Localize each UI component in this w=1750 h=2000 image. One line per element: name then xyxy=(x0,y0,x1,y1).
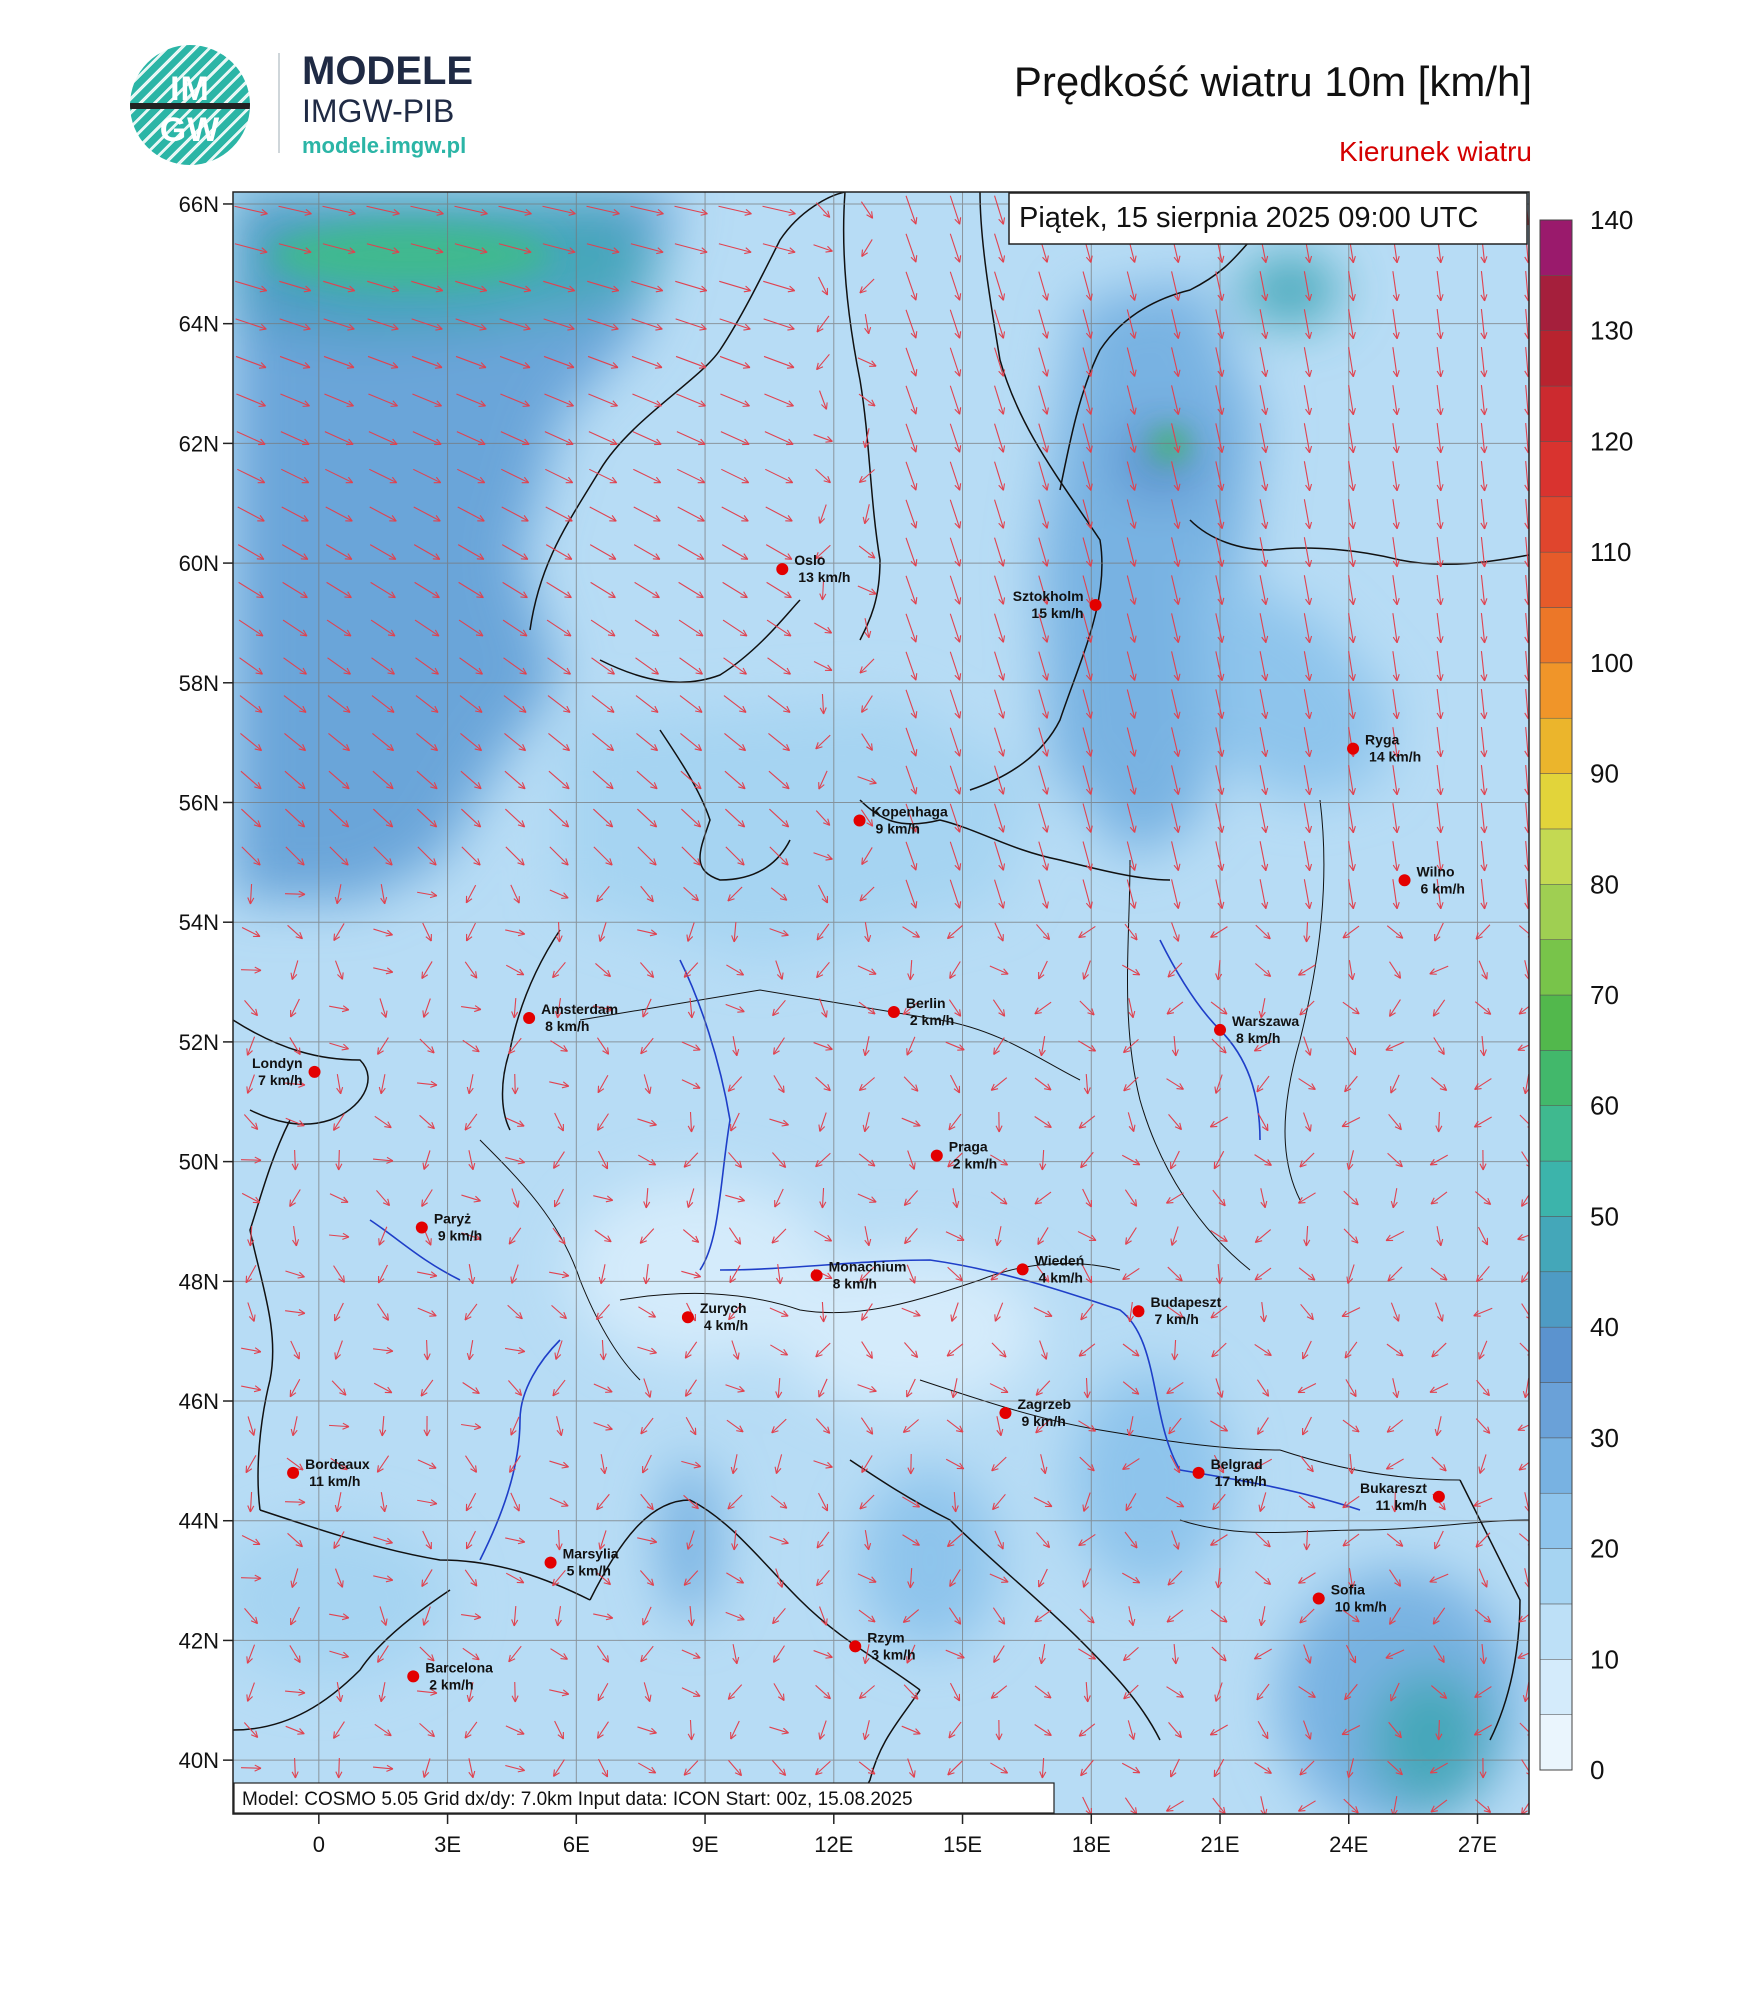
city-name: Monachium xyxy=(828,1258,907,1275)
lat-tick-label: 62N xyxy=(178,431,219,457)
longitude-axis xyxy=(313,1814,1497,1857)
colorbar-segment xyxy=(1540,441,1572,496)
city-speed: 6 km/h xyxy=(1420,880,1465,897)
city-speed: 4 km/h xyxy=(1038,1269,1083,1286)
city-dot xyxy=(407,1670,419,1682)
lon-tick-label: 12E xyxy=(814,1832,854,1857)
colorbar-label: 0 xyxy=(1590,1755,1605,1785)
lat-tick-label: 64N xyxy=(178,311,219,337)
date-box-text: Piątek, 15 sierpnia 2025 09:00 UTC xyxy=(1019,202,1479,234)
city-name: Zagrzeb xyxy=(1017,1395,1072,1412)
colorbar-segment xyxy=(1540,1327,1572,1382)
colorbar-segment xyxy=(1540,1272,1572,1327)
lat-tick-label: 58N xyxy=(178,670,219,696)
city-name: Budapeszt xyxy=(1150,1294,1222,1311)
city-name: Warszawa xyxy=(1232,1012,1300,1029)
colorbar-segment xyxy=(1540,829,1572,884)
colorbar-label: 60 xyxy=(1590,1090,1619,1121)
city-speed: 9 km/h xyxy=(437,1227,483,1244)
city-dot xyxy=(888,1006,900,1018)
city-name: Bukareszt xyxy=(1359,1479,1427,1496)
lon-tick-label: 9E xyxy=(691,1832,719,1857)
city-name: Belgrad xyxy=(1210,1455,1263,1472)
city-name: Amsterdam xyxy=(541,1000,619,1017)
colorbar-label: 90 xyxy=(1590,758,1619,789)
lat-tick-label: 44N xyxy=(178,1508,219,1534)
city-dot xyxy=(1313,1593,1325,1605)
city-dot xyxy=(776,563,788,575)
city-name: Oslo xyxy=(794,552,826,569)
colorbar-segment xyxy=(1540,1050,1572,1105)
city-speed: 17 km/h xyxy=(1214,1472,1267,1489)
city-name: Sztokholm xyxy=(1012,587,1084,604)
colorbar-segment xyxy=(1540,386,1572,441)
colorbar-segment xyxy=(1540,1216,1572,1271)
colorbar-segment xyxy=(1540,608,1572,663)
colorbar-label: 80 xyxy=(1590,869,1619,900)
city-dot xyxy=(1132,1305,1144,1317)
colorbar-segment xyxy=(1540,552,1572,607)
colorbar-label: 70 xyxy=(1590,980,1619,1010)
city-name: Paryż xyxy=(433,1210,472,1227)
lat-tick-label: 52N xyxy=(178,1029,219,1055)
lon-tick-label: 24E xyxy=(1329,1832,1369,1857)
colorbar-label: 110 xyxy=(1590,537,1632,568)
city-dot xyxy=(1017,1263,1029,1275)
city-name: Bordeaux xyxy=(305,1455,370,1472)
logo-emblem-bottom: GW xyxy=(159,111,221,149)
city-dot xyxy=(1347,743,1359,755)
city-dot xyxy=(523,1012,535,1024)
colorbar-segment xyxy=(1540,1715,1572,1770)
colorbar-label: 10 xyxy=(1590,1644,1619,1675)
colorbar-segment xyxy=(1540,1659,1572,1714)
colorbar-segment xyxy=(1540,940,1572,995)
colorbar-label: 130 xyxy=(1590,315,1634,346)
city-speed: 2 km/h xyxy=(429,1676,474,1693)
lon-tick-label: 21E xyxy=(1200,1832,1240,1857)
logo-emblem-top: IM xyxy=(170,70,210,108)
colorbar-segment xyxy=(1540,1383,1572,1438)
lon-tick-label: 0 xyxy=(312,1832,325,1857)
colorbar-segment xyxy=(1540,995,1572,1050)
colorbar-segment xyxy=(1540,1493,1572,1548)
city-name: Sofia xyxy=(1330,1581,1365,1598)
colorbar-segment xyxy=(1540,275,1572,330)
lon-tick-label: 27E xyxy=(1457,1832,1498,1857)
city-dot xyxy=(416,1221,428,1233)
colorbar-segment xyxy=(1540,1106,1572,1161)
lat-tick-label: 50N xyxy=(178,1149,219,1175)
city-speed: 8 km/h xyxy=(1236,1029,1281,1046)
city-speed: 14 km/h xyxy=(1369,748,1422,765)
logo-title: MODELE xyxy=(302,49,474,93)
colorbar-segment xyxy=(1540,220,1572,275)
city-name: Londyn xyxy=(251,1054,303,1071)
colorbar-label: 100 xyxy=(1590,647,1634,678)
colorbar xyxy=(1540,205,1633,1785)
model-info-text: Model: COSMO 5.05 Grid dx/dy: 7.0km Input data: ICON Start: 00z, 15.08.2025 xyxy=(242,1789,913,1810)
lat-tick-label: 60N xyxy=(178,551,219,577)
map-title: Prędkość wiatru 10m [km/h] xyxy=(1013,58,1532,105)
colorbar-segment xyxy=(1540,1549,1572,1604)
city-speed: 2 km/h xyxy=(952,1155,998,1172)
city-speed: 7 km/h xyxy=(1154,1311,1199,1328)
city-dot xyxy=(811,1269,823,1281)
lat-tick-label: 40N xyxy=(178,1748,219,1774)
logo-subtitle: IMGW-PIB xyxy=(302,93,455,129)
latitude-axis xyxy=(179,192,233,1773)
date-box xyxy=(1009,193,1527,244)
city-speed: 15 km/h xyxy=(1031,604,1084,621)
colorbar-label: 20 xyxy=(1590,1533,1619,1564)
city-name: Kopenhaga xyxy=(871,803,948,820)
city-speed: 3 km/h xyxy=(871,1646,916,1663)
colorbar-segment xyxy=(1540,884,1572,939)
city-name: Zurych xyxy=(699,1300,747,1317)
colorbar-segment xyxy=(1540,718,1572,773)
colorbar-segment xyxy=(1540,663,1572,718)
city-dot xyxy=(1433,1491,1445,1503)
colorbar-label: 30 xyxy=(1590,1422,1619,1453)
city-speed: 11 km/h xyxy=(1375,1496,1427,1513)
city-speed: 4 km/h xyxy=(703,1317,749,1334)
city-name: Ryga xyxy=(1365,731,1400,748)
city-speed: 5 km/h xyxy=(566,1562,611,1579)
lat-tick-label: 66N xyxy=(178,191,219,217)
city-dot xyxy=(999,1407,1011,1419)
city-speed: 10 km/h xyxy=(1334,1598,1387,1615)
city-dot xyxy=(1193,1467,1205,1479)
lat-tick-label: 42N xyxy=(178,1628,219,1654)
model-info-box xyxy=(234,1783,1054,1813)
colorbar-segment xyxy=(1540,1161,1572,1216)
city-name: Praga xyxy=(948,1138,988,1155)
city-name: Berlin xyxy=(905,994,946,1011)
colorbar-segment xyxy=(1540,1438,1572,1493)
logo-url: modele.imgw.pl xyxy=(302,133,467,158)
city-dot xyxy=(849,1640,861,1652)
colorbar-segment xyxy=(1540,497,1572,552)
city-dot xyxy=(545,1557,557,1569)
lat-tick-label: 56N xyxy=(178,790,219,816)
city-speed: 2 km/h xyxy=(909,1011,955,1028)
city-speed: 8 km/h xyxy=(832,1275,877,1292)
lon-tick-label: 6E xyxy=(562,1832,590,1857)
city-name: Rzym xyxy=(867,1629,905,1646)
city-speed: 8 km/h xyxy=(545,1017,590,1034)
colorbar-segment xyxy=(1540,774,1572,829)
city-name: Wilno xyxy=(1416,863,1455,880)
colorbar-segment xyxy=(1540,331,1572,386)
lat-tick-label: 48N xyxy=(178,1269,219,1295)
city-dot xyxy=(931,1150,943,1162)
city-dot xyxy=(287,1467,299,1479)
map-subtitle: Kierunek wiatru xyxy=(1339,136,1532,167)
colorbar-segment xyxy=(1540,1604,1572,1659)
city-name: Barcelona xyxy=(425,1659,493,1676)
colorbar-label: 140 xyxy=(1590,205,1634,235)
city-dot xyxy=(854,814,866,826)
lon-tick-label: 18E xyxy=(1071,1832,1111,1857)
lat-tick-label: 54N xyxy=(178,910,219,936)
colorbar-label: 120 xyxy=(1590,426,1634,457)
city-speed: 9 km/h xyxy=(875,820,920,837)
city-dot xyxy=(309,1066,321,1078)
city-speed: 13 km/h xyxy=(798,569,851,586)
city-speed: 11 km/h xyxy=(309,1472,361,1489)
lon-tick-label: 3E xyxy=(434,1832,462,1857)
city-dot xyxy=(1090,599,1102,611)
colorbar-label: 50 xyxy=(1590,1201,1619,1232)
lat-tick-label: 46N xyxy=(178,1389,219,1415)
city-dot xyxy=(1214,1024,1226,1036)
city-name: Marsylia xyxy=(562,1545,619,1562)
city-name: Wiedeń xyxy=(1034,1252,1085,1269)
colorbar-label: 40 xyxy=(1590,1312,1619,1343)
city-dot xyxy=(682,1311,694,1323)
city-dot xyxy=(1399,874,1411,886)
lon-tick-label: 15E xyxy=(942,1832,983,1857)
city-speed: 9 km/h xyxy=(1021,1412,1066,1429)
city-speed: 7 km/h xyxy=(258,1071,303,1088)
